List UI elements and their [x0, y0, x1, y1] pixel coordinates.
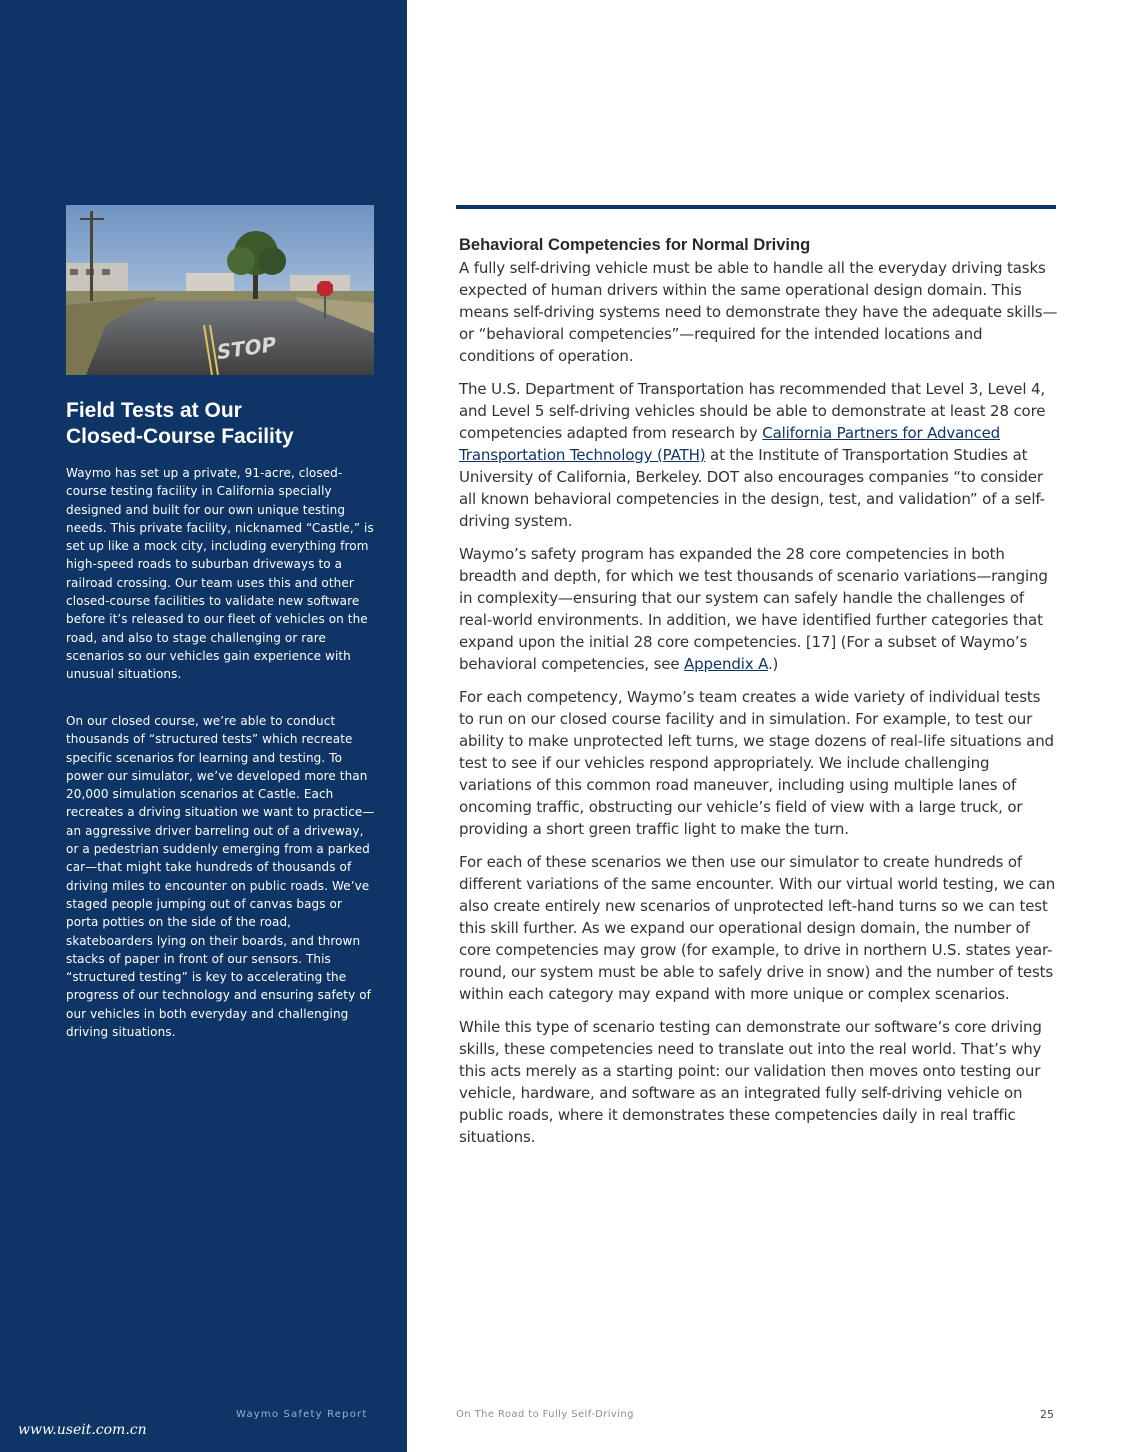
body-paragraph: For each of these scenarios we then use our simulator to create hundreds of different variations of the same encounter. With our virtual world testing, we can also create entirely new scenarios of unprotected left-hand turns so we can test this skill further. As we expand our operational design domain, the number of core competencies may grow (for example, to drive in northern U.S. states year-round, our system must be able to safely drive in snow) and the number of tests within each category may expand with more unique or complex scenarios. — [459, 853, 1056, 1003]
sidebar-title-line-1: Field Tests at Our — [66, 399, 242, 422]
section-heading: Behavioral Competencies for Normal Driving — [459, 236, 811, 254]
body-text: .) — [767, 655, 779, 673]
closed-course-photo — [66, 205, 374, 375]
appendix-a-link[interactable]: Appendix A — [684, 655, 768, 673]
page-number: 25 — [1040, 1408, 1054, 1421]
footer-report-title: Waymo Safety Report — [236, 1409, 368, 1420]
body-paragraph: While this type of scenario testing can demonstrate our software’s core driving skills, these competencies need to translate out into the real world. That’s why this acts merely as a starting point: our validation then moves onto testing our vehicle, hardware, and software as an integrated fully self-driving vehicle on public roads, where it demonstrates these competencies daily in real traffic situations. — [459, 1018, 1042, 1146]
body-paragraph: A fully self-driving vehicle must be able to handle all the everyday driving tasks expected of human drivers within the same operational design domain. This means self-driving systems need to demonstrate they have the adequate skills—or “behavioral competencies”—required for the intended locations and conditions of operation. — [459, 259, 1058, 365]
section-divider — [456, 205, 1056, 209]
body-text: The U.S. Department of Transportation has recommended that Level 3, Level 4, and Level 5 self-driving vehicles should be able to demonstrate at least 28 core competencies adapted from research by — [459, 380, 1046, 442]
body-text: at the Institute of Transportation Studies at University of California, Berkeley. DOT also encourages companies “to consider all known behavioral competencies in the design, test, and validation” of a self-driving system. — [459, 446, 1045, 530]
main-content — [459, 233, 1059, 1159]
sidebar-title — [66, 398, 386, 450]
body-text: Waymo’s safety program has expanded the 28 core competencies in both breadth and depth, for which we test thousands of scenario variations—ranging in complexity—ensuring that our system can safely handle the challenges of real-world environments. In addition, we have identified further categories that expand upon the initial 28 core competencies. [17] (For a subset of Waymo’s behavioral competencies, see — [459, 545, 1048, 673]
road-stop-marking: STOP — [216, 331, 277, 365]
path-link[interactable]: California Partners for Advanced Transportation Technology (PATH) — [459, 424, 1001, 464]
watermark: www.useit.com.cn — [18, 1422, 147, 1438]
sidebar-paragraph: Waymo has set up a private, 91-acre, closed-course testing facility in California specially designed and built for our own unique testing needs. This private facility, nicknamed “Castle,” is set up like a mock city, including everything from high-speed roads to suburban driveways to a railroad crossing. Our team uses this and other closed-course facilities to validate new software before it’s released to our fleet of vehicles on the road, and also to stage challenging or rare scenarios so our vehicles gain experience with unusual situations. — [66, 466, 374, 682]
body-paragraph: For each competency, Waymo’s team creates a wide variety of individual tests to run on our closed course facility and in simulation. For example, to test our ability to make unprotected left turns, we stage dozens of real-life situations and test to see if our vehicles respond appropriately. We include challenging variations of this common road maneuver, including using multiple lanes of oncoming traffic, obstructing our vehicle’s field of view with a large truck, or providing a short green traffic light to make the turn. — [459, 688, 1054, 838]
body-paragraph — [459, 543, 1059, 675]
footer-section-title: On The Road to Fully Self-Driving — [456, 1409, 634, 1420]
sidebar-paragraph: On our closed course, we’re able to conduct thousands of “structured tests” which recreate specific scenarios for learning and testing. To power our simulator, we’ve developed more than 20,000 simulation scenarios at Castle. Each recreates a driving situation we want to practice—an aggressive driver barreling out of a driveway, or a pedestrian suddenly emerging from a parked car—that might take hundreds of thousands of driving miles to encounter on public roads. We’ve staged people jumping out of canvas bags or porta potties on the side of the road, skateboarders lying on their boards, and thrown stacks of paper in front of our sensors. This “structured testing” is key to accelerating the progress of our technology and ensuring safety of our vehicles in both everyday and challenging driving situations. — [66, 714, 375, 1040]
sidebar-title-line-2: Closed-Course Facility — [66, 425, 294, 448]
body-paragraph — [459, 378, 1059, 532]
